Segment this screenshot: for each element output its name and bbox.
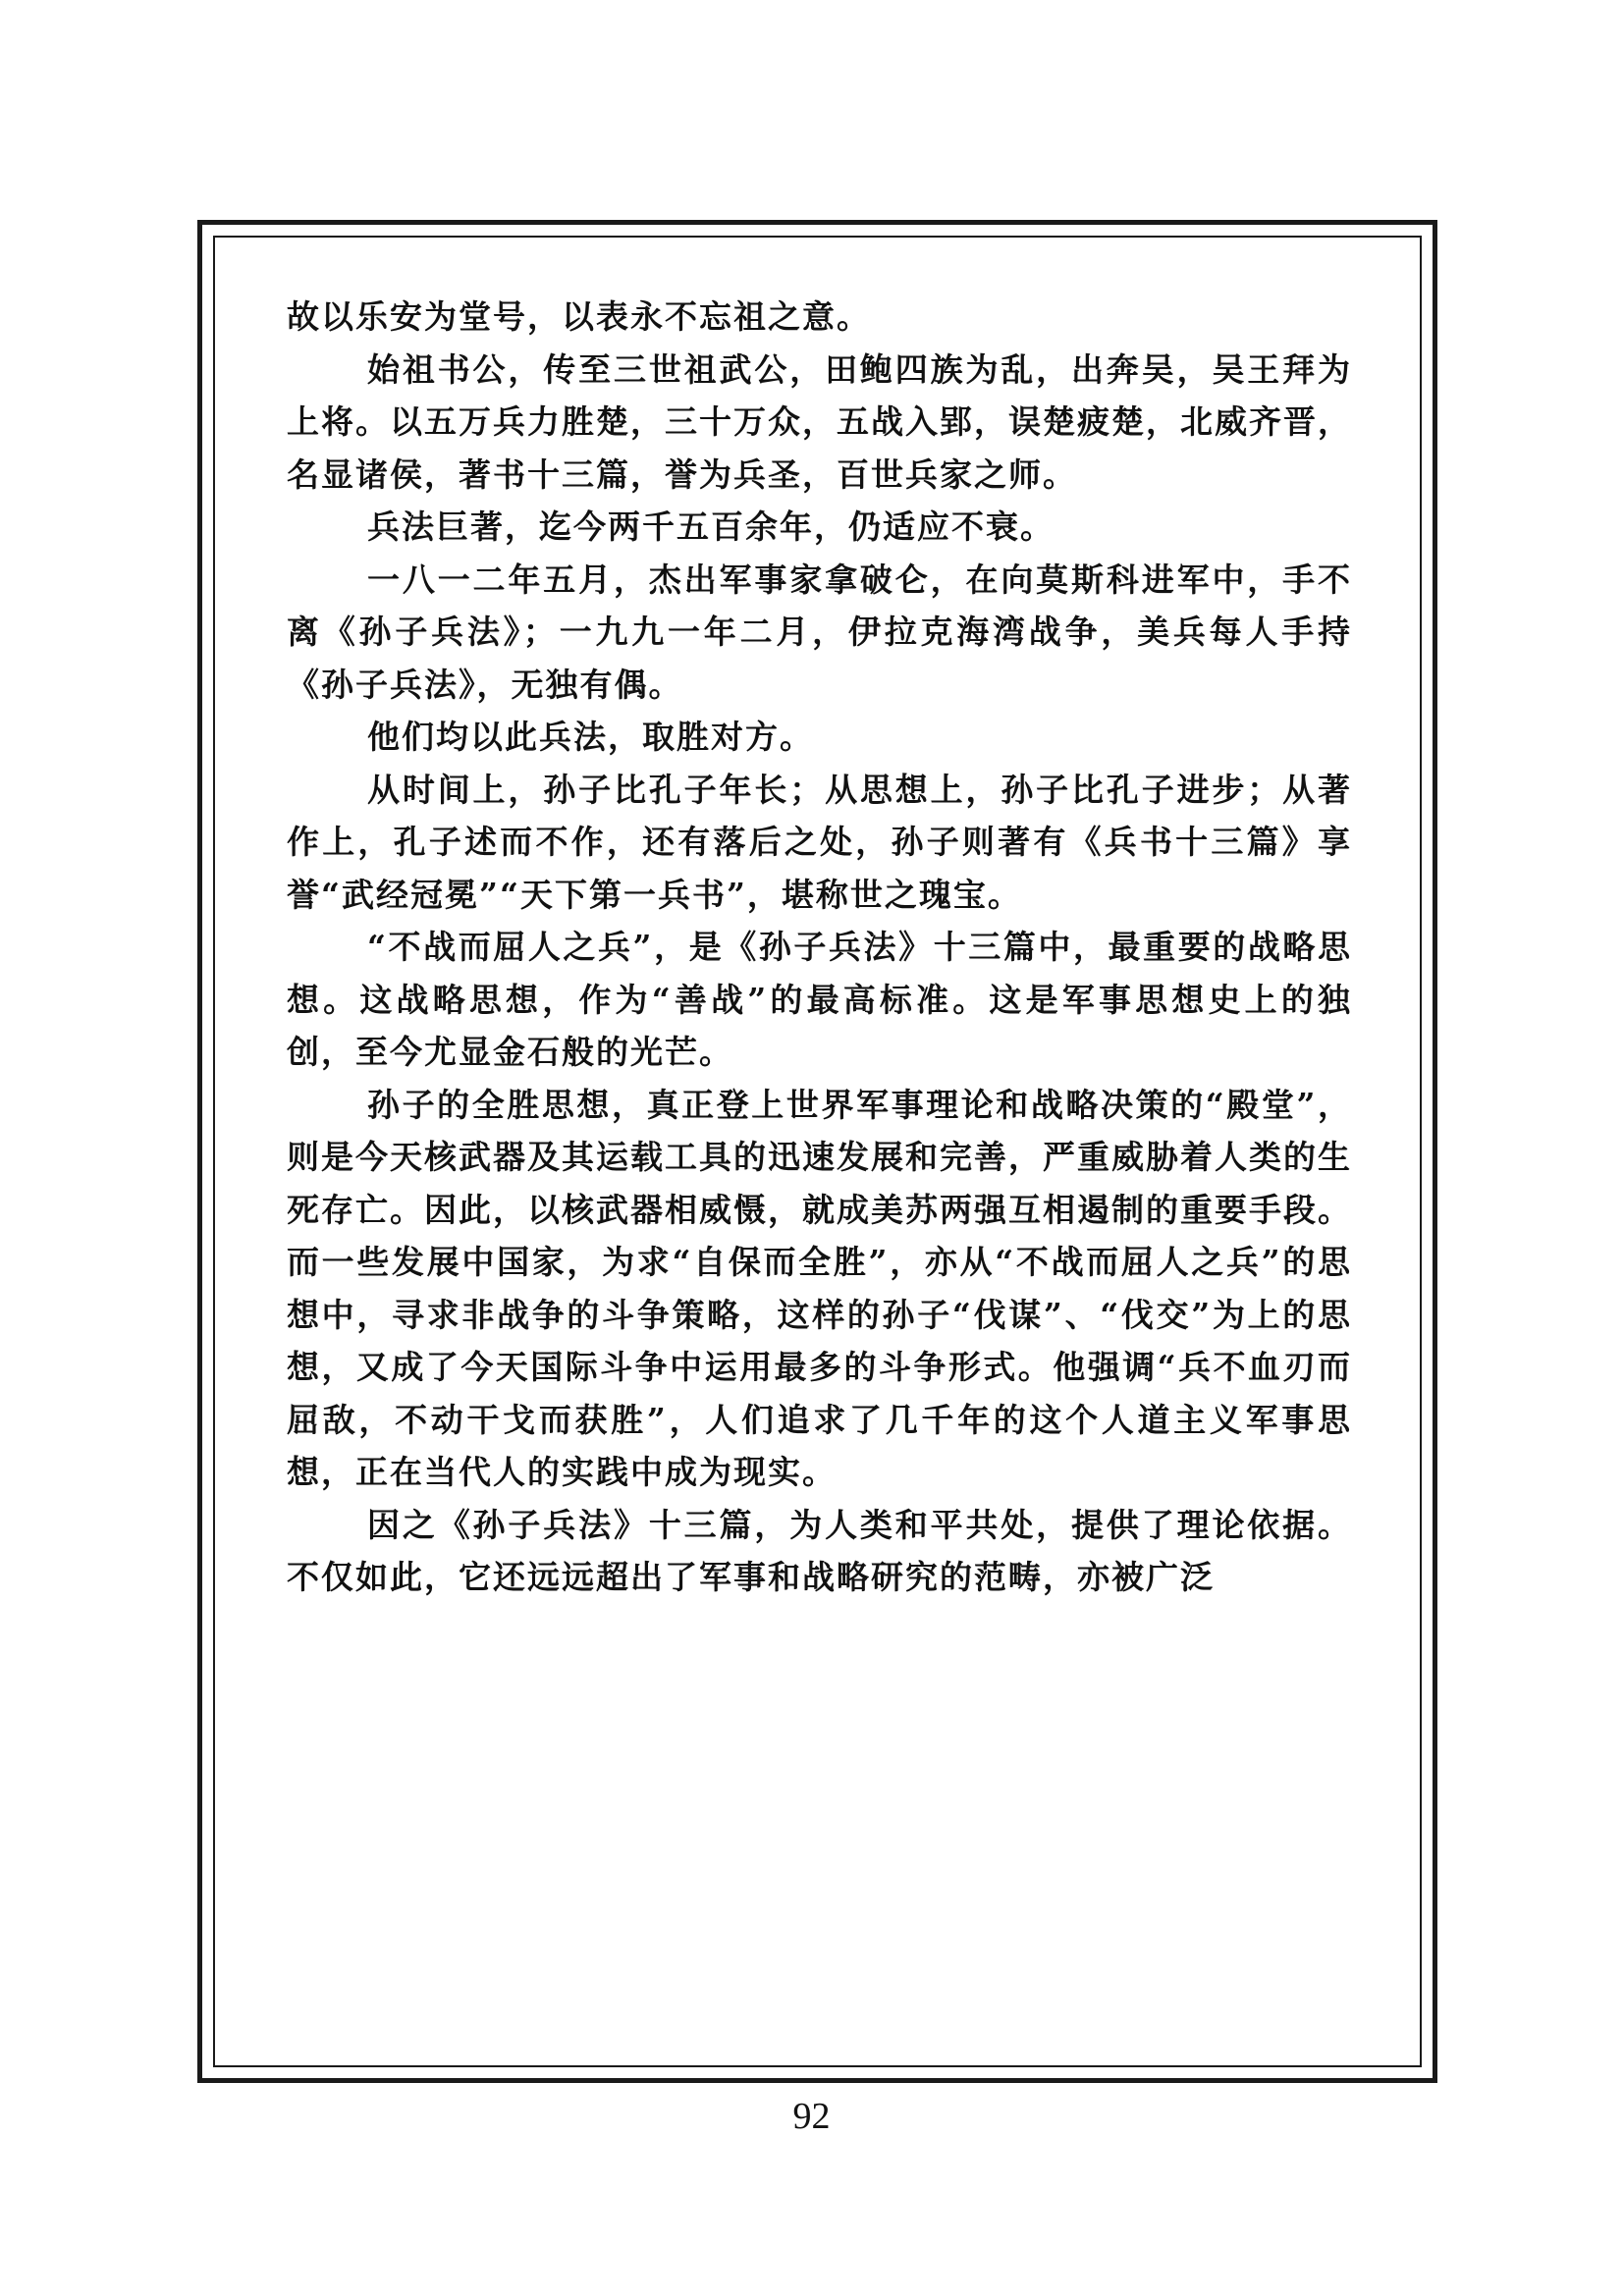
paragraph: 兵法巨著，迄今两千五百余年，仍适应不衰。 [367,507,1055,546]
paragraph: 因之《孙子兵法》十三篇，为人类和平共处，提供了理论依据。不仅如此，它还远远超出了军事和战略研究的范畴，亦被广泛 [287,1505,1352,1596]
paragraph: 一八一二年五月，杰出军事家拿破仑，在向莫斯科进军中，手不离《孙子兵法》；一九九一年二月，伊拉克海湾战争，美兵每人手持《孙子兵法》，无独有偶。 [287,560,1352,704]
body-text [287,291,1352,1604]
paragraph: 始祖书公，传至三世祖武公，田鲍四族为乱，出奔吴，吴王拜为上将。以五万兵力胜楚，三十万众，五战入郢，误楚疲楚，北威齐晋，名显诸侯，著书十三篇，誉为兵圣，百世兵家之师。 [287,349,1352,494]
paragraph: 孙子的全胜思想，真正登上世界军事理论和战略决策的“殿堂”，则是今天核武器及其运载工具的迅速发展和完善，严重威胁着人类的生死存亡。因此，以核武器相威慑，就成美苏两强互相遏制的重要手段。而一些发展中国家，为求“自保而全胜”，亦从“不战而屈人之兵”的思想中，寻求非战争的斗争策略，这样的孙子“伐谋”、“伐交”为上的思想，又成了今天国际斗争中运用最多的斗争形式。他强调“兵不血刃而屈敌，不动干戈而获胜”，人们追求了几千年的这个人道主义军事思想，正在当代人的实践中成为现实。 [287,1085,1352,1491]
paragraph: 故以乐安为堂号，以表永不忘祖之意。 [287,297,871,336]
page-number: 92 [792,2096,831,2137]
paragraph: 他们均以此兵法，取胜对方。 [367,718,814,756]
paragraph: 从时间上，孙子比孔子年长；从思想上，孙子比孔子进步；从著作上，孔子述而不作，还有落后之处，孙子则著有《兵书十三篇》享誉“武经冠冕”“天下第一兵书”，堪称世之瑰宝。 [287,770,1352,914]
paragraph: “不战而屈人之兵”，是《孙子兵法》十三篇中，最重要的战略思想。这战略思想，作为“善战”的最高标准。这是军事思想史上的独创，至今尤显金石般的光芒。 [287,928,1352,1071]
